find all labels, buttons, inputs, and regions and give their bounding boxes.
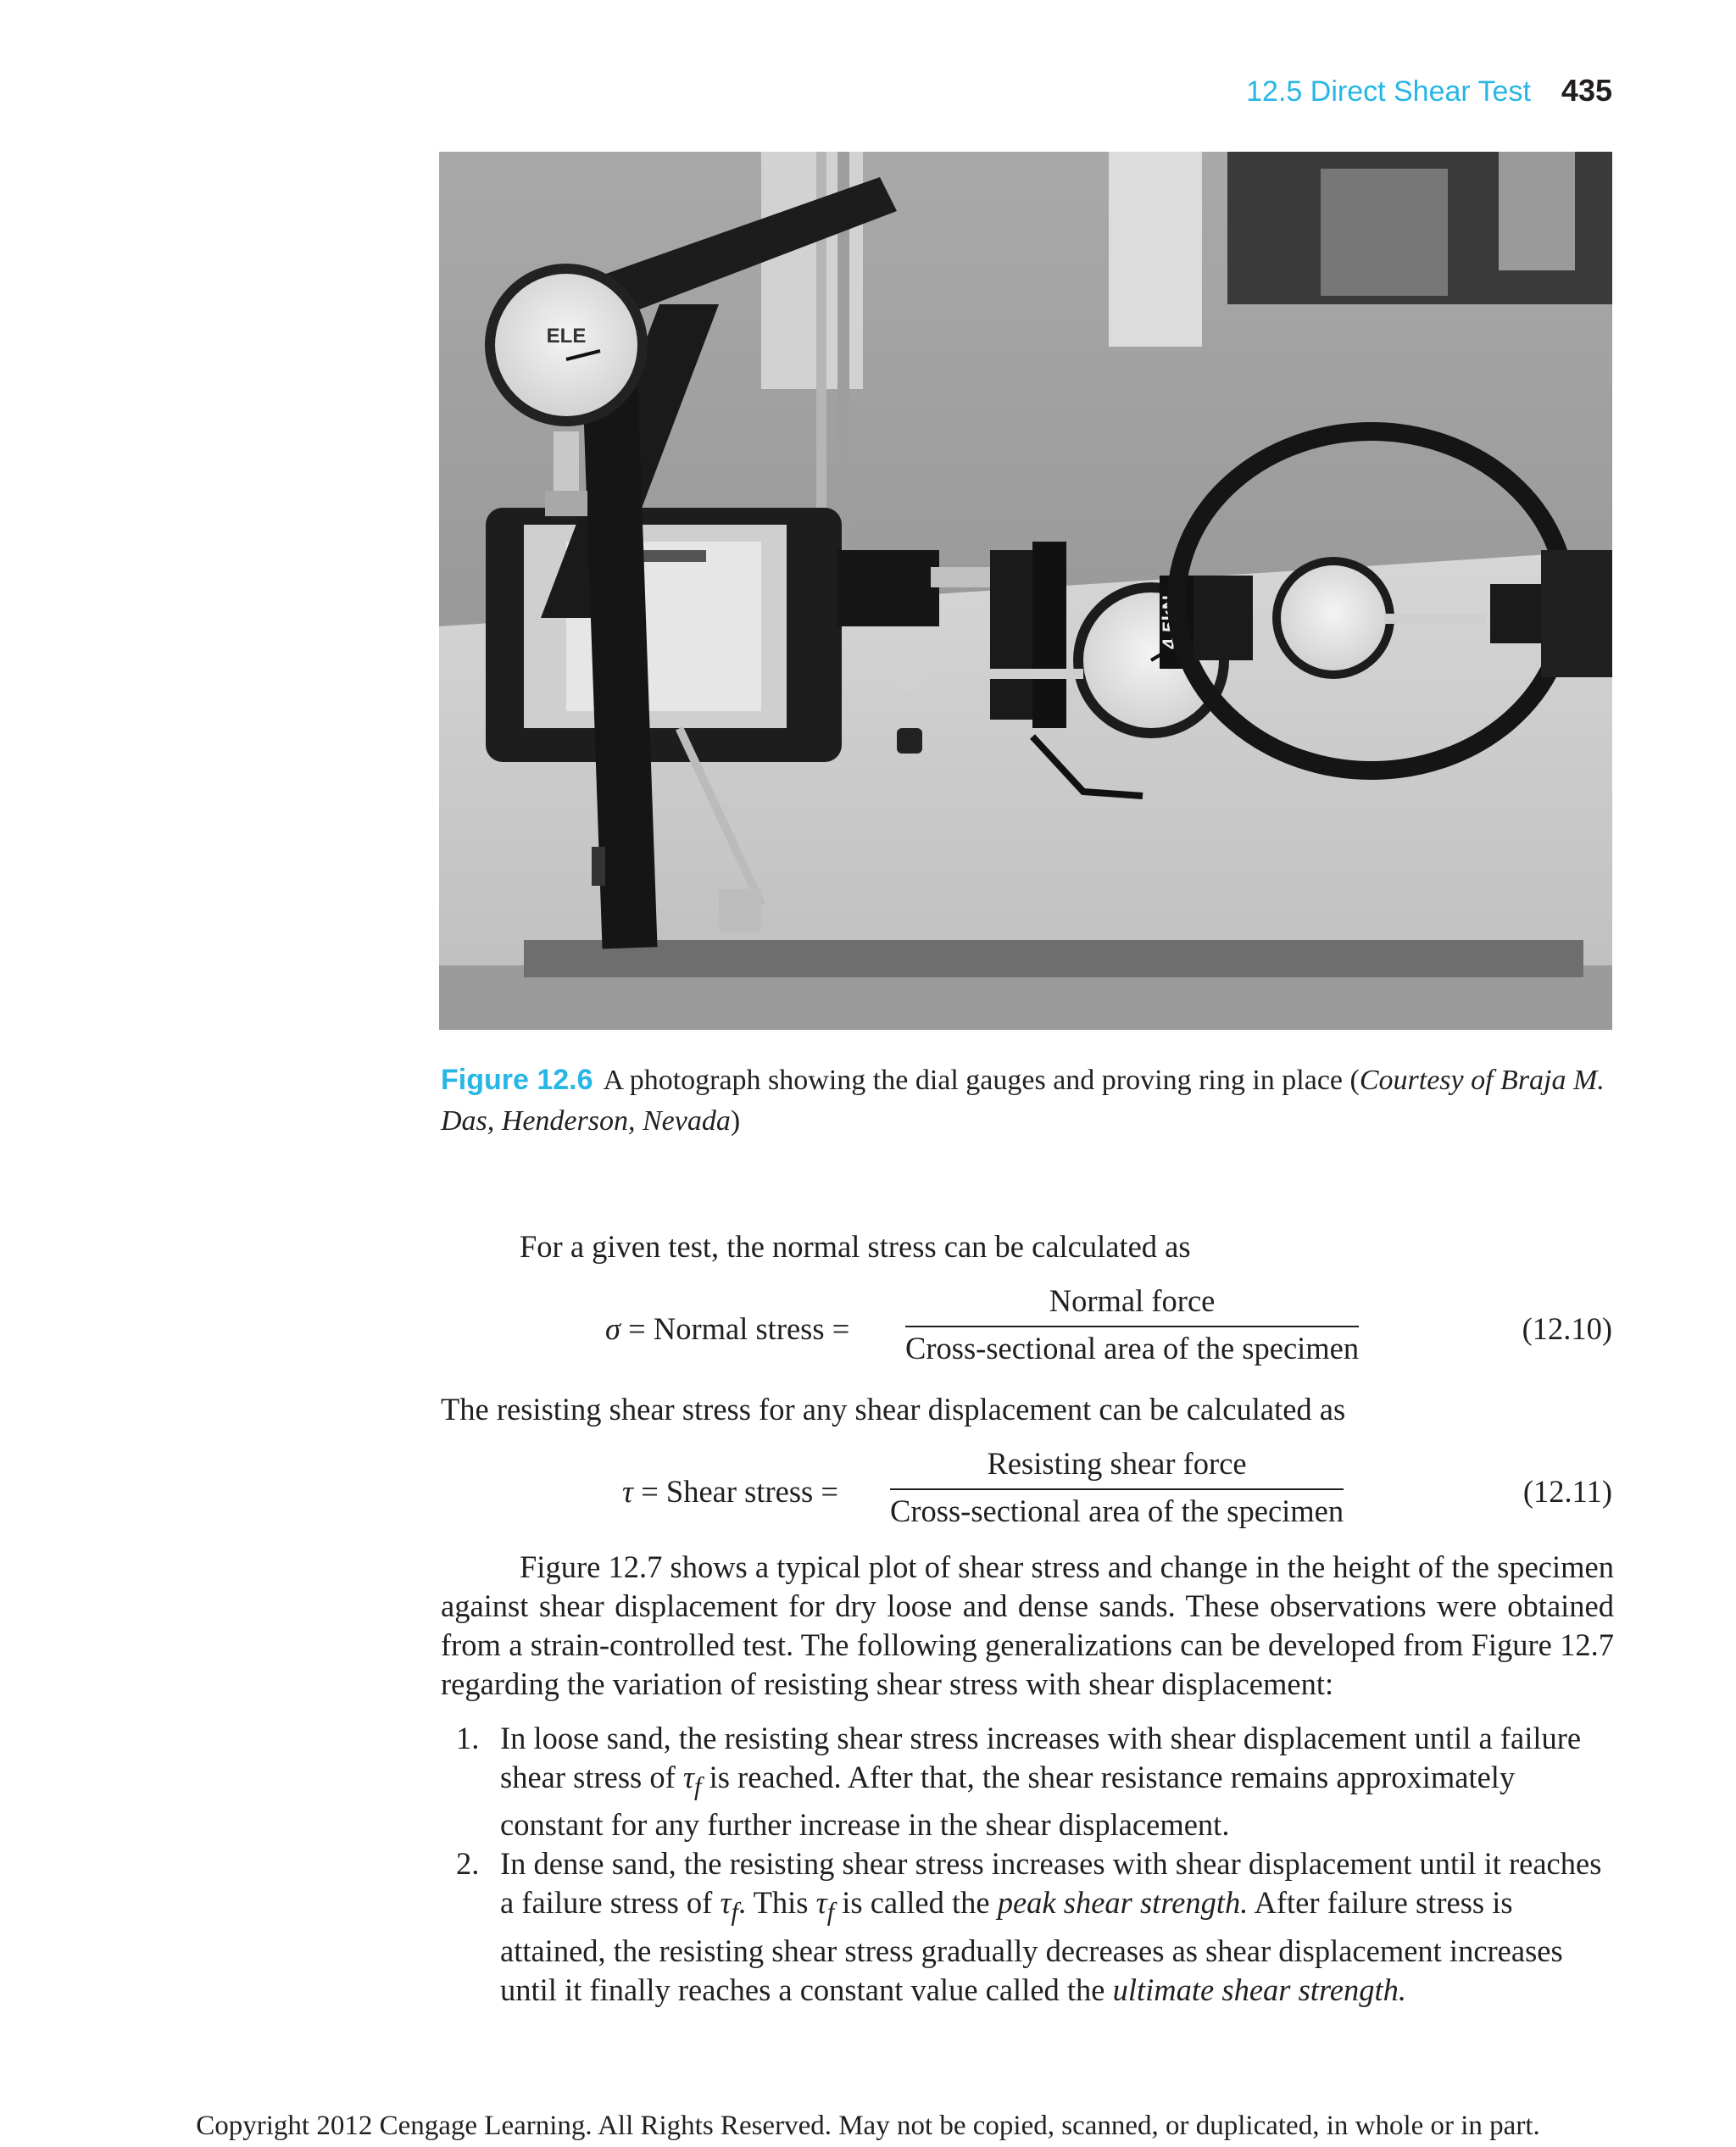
figure-12-7-paragraph: Figure 12.7 shows a typical plot of shear stress and change in the height of the specimen against shear displacement for dry loose and dense sands. These observations were obtained from a strain-controlled test. The following generalizations can be developed from Figure 12.7 regarding the variation of resisting shear stress with shear displacement: <box>441 1549 1614 1701</box>
equation-lhs-text: = Shear stress = <box>641 1474 838 1509</box>
equation-lhs-text: = Normal stress = <box>628 1311 850 1346</box>
equation-fraction <box>905 1280 1359 1370</box>
subscript-f: f <box>693 1772 702 1801</box>
tau-symbol: τ <box>682 1760 694 1794</box>
dial-brand-text: ELE <box>546 325 587 348</box>
ultimate-shear-strength-term: ultimate shear strength. <box>1112 1972 1407 2007</box>
list-item <box>441 1719 1614 1844</box>
list-text: In loose sand, the resisting shear stress increases with shear displacement until a failure shear stress of <box>500 1721 1582 1794</box>
generalization-list <box>441 1719 1614 2010</box>
equation-12-10 <box>441 1280 1614 1375</box>
equation-12-11 <box>441 1443 1614 1538</box>
equation-numerator: Resisting shear force <box>987 1446 1247 1481</box>
equation-denominator: Cross-sectional area of the specimen <box>905 1331 1360 1366</box>
equation-number: (12.11) <box>1522 1474 1612 1509</box>
ring-capacity-text: 4.5kN <box>1159 594 1182 650</box>
list-number: 2. <box>456 1846 480 1882</box>
copyright-notice: Copyright 2012 Cengage Learning. All Rights Reserved. May not be copied, scanned, or duplicated, in whole or in part. <box>196 2111 1540 2141</box>
equation-numerator: Normal force <box>1049 1283 1216 1318</box>
equation-number: (12.10) <box>1522 1311 1612 1346</box>
peak-shear-strength-term: peak shear strength. <box>997 1885 1249 1921</box>
caption-courtesy: Courtesy of Braja M. Das, Henderson, Nevada <box>441 1065 1605 1137</box>
equation-denominator: Cross-sectional area of the specimen <box>890 1493 1344 1528</box>
figure-photo <box>439 152 1612 1030</box>
tau-symbol: τ <box>720 1885 732 1921</box>
caption-text: A photograph showing the dial gauges and proving ring in place ( <box>603 1065 1360 1096</box>
caption-close: ) <box>730 1105 741 1137</box>
list-text: In dense sand, the resisting shear stress increases with shear displacement until it reaches a failure stress of <box>500 1846 1602 1921</box>
intro-paragraph: For a given test, the normal stress can be calculated as <box>520 1229 1191 1264</box>
subscript-f: f <box>731 1897 738 1927</box>
tau-symbol: τ <box>815 1885 827 1921</box>
list-number: 1. <box>456 1721 480 1755</box>
figure-label: Figure 12.6 <box>441 1064 593 1096</box>
equation-fraction <box>890 1443 1344 1532</box>
figure-caption <box>441 1060 1611 1142</box>
tau-symbol: τ <box>622 1474 634 1509</box>
page-number: 435 <box>1561 73 1612 108</box>
direct-shear-apparatus-photo <box>439 152 1612 1030</box>
running-header <box>1246 73 1612 114</box>
equation-lhs <box>605 1310 849 1347</box>
section-title: 12.5 Direct Shear Test <box>1246 75 1531 108</box>
list-text: is reached. After that, the shear resistance remains approximately constant for any further increase in the shear displacement. <box>500 1760 1516 1843</box>
list-item <box>441 1844 1614 2009</box>
equation-lhs <box>622 1473 838 1510</box>
shear-stress-paragraph: The resisting shear stress for any shear displacement can be calculated as <box>441 1392 1346 1427</box>
subscript-f: f <box>826 1897 835 1927</box>
list-text: . This <box>738 1885 816 1921</box>
list-text: After failure stress is attained, the resisting shear stress gradually decreases as shear displacement increases until it finally reaches a constant value called the <box>500 1885 1563 2007</box>
sigma-symbol: σ <box>605 1311 621 1346</box>
list-text: is called the <box>834 1885 998 1921</box>
